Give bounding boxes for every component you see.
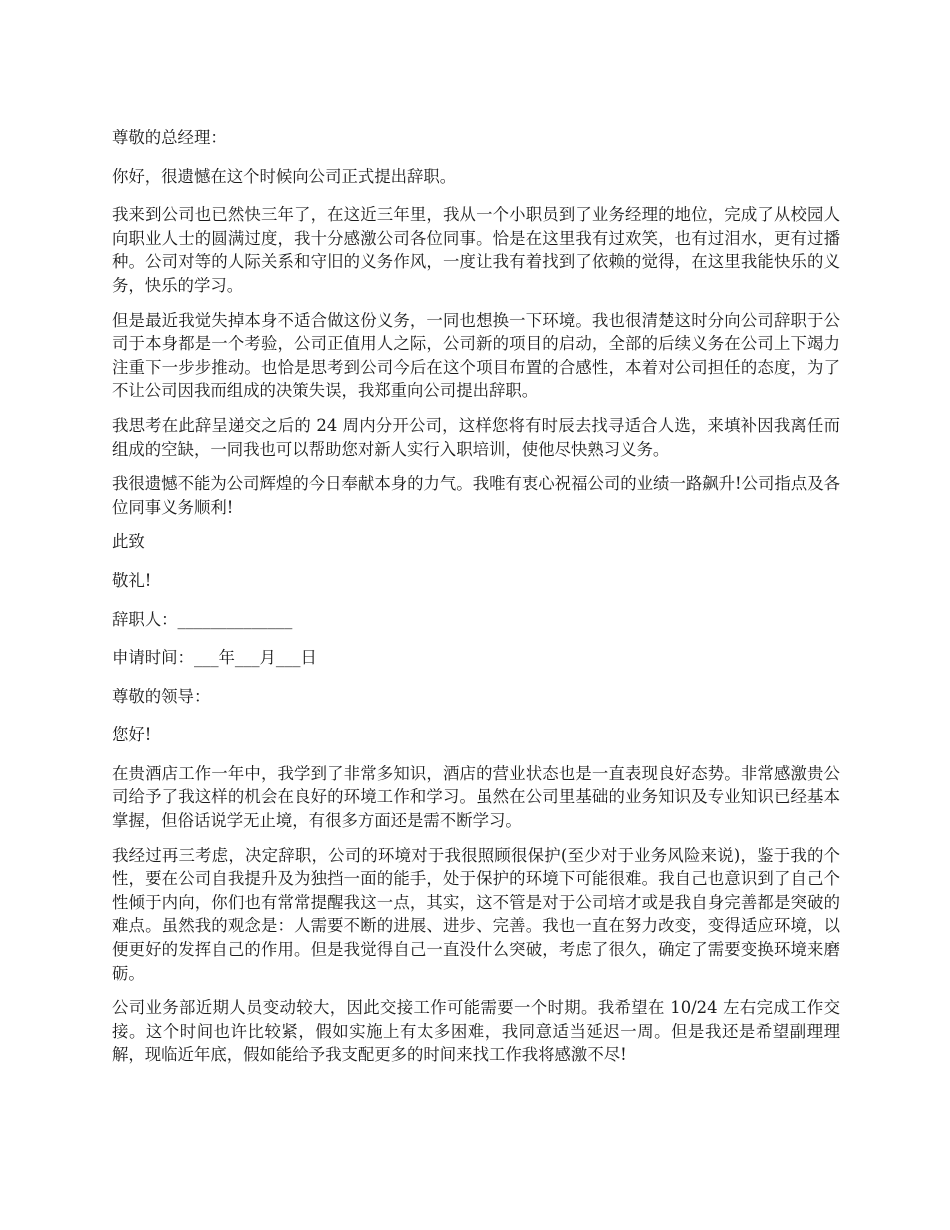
body-paragraph: 我思考在此辞呈递交之后的 24 周内分开公司，这样您将有时辰去找寻适合人选，来填补因我离任而组成的空缺，一同我也可以帮助您对新人实行入职培训，使他尽快熟习义务。 xyxy=(112,415,840,459)
closing-line: 此致 xyxy=(112,532,145,552)
signature-line: 辞职人：______________ xyxy=(112,609,293,629)
body-paragraph: 但是最近我觉失掉本身不适合做这份义务，一同也想换一下环境。我也很清楚这时分向公司辞职于公司于本身都是一个考验，公司正值用人之际，公司新的项目的启动，全部的后续义务在公司上下竭力注重下一步步推动。也恰是思考到公司今后在这个项目布置的合感性，本着对公司担任的态度，为了不让公司因我而组成的决策失误，我郑重向公司提出辞职。 xyxy=(112,310,840,401)
body-paragraph: 我很遗憾不能为公司辉煌的今日奉献本身的力气。我唯有衷心祝福公司的业绩一路飙升!公司指点及各位同事义务顺利! xyxy=(112,474,840,517)
body-paragraph: 我经过再三考虑，决定辞职，公司的环境对于我很照顾很保护(至少对于业务风险来说)，鉴于我的个性，要在公司自我提升及为独挡一面的能手，处于保护的环境下可能很难。我自己也意识到了自己个性倾于内向，你们也有常常提醒我这一点，其实，这不管是对于公司培才或是我自身完善都是突破的难点。虽然我的观念是：人需要不断的进展、进步、完善。我也一直在努力改变，变得适应环境，以便更好的发挥自己的作用。但是我觉得自己一直没什么突破，考虑了很久，确定了需要变换环境来磨砺。 xyxy=(112,845,840,983)
body-paragraph: 在贵酒店工作一年中，我学到了非常多知识，酒店的营业状态也是一直表现良好态势。非常感激贵公司给予了我这样的机会在良好的环境工作和学习。虽然在公司里基础的业务知识及专业知识已经基本掌握，但俗话说学无止境，有很多方面还是需不断学习。 xyxy=(112,763,840,831)
date-line: 申请时间：___年___月___日 xyxy=(112,648,317,668)
closing-regards: 敬礼! xyxy=(112,570,152,590)
greeting-line: 您好! xyxy=(112,725,152,745)
salutation-general-manager: 尊敬的总经理： xyxy=(112,128,227,147)
body-paragraph: 公司业务部近期人员变动较大，因此交接工作可能需要一个时期。我希望在 10/24 左右完成工作交接。这个时间也许比较紧，假如实施上有太多困难，我同意适当延迟一周。但是我还是希望副理理解，现临近年底，假如能给予我支配更多的时间来找工作我将感激不尽! xyxy=(112,998,840,1065)
salutation-leader: 尊敬的领导： xyxy=(112,686,211,706)
document-body xyxy=(112,126,840,1078)
body-paragraph: 我来到公司也已然快三年了，在这近三年里，我从一个小职员到了业务经理的地位，完成了从校园人向职业人士的圆满过度，我十分感激公司各位同事。恰是在这里我有过欢笑，也有过泪水，更有过播种。公司对等的人际关系和守旧的义务作风，一度让我有着找到了依赖的觉得，在这里我能快乐的义务，快乐的学习。 xyxy=(112,205,840,295)
greeting-paragraph: 你好，很遗憾在这个时候向公司正式提出辞职。 xyxy=(112,166,457,186)
